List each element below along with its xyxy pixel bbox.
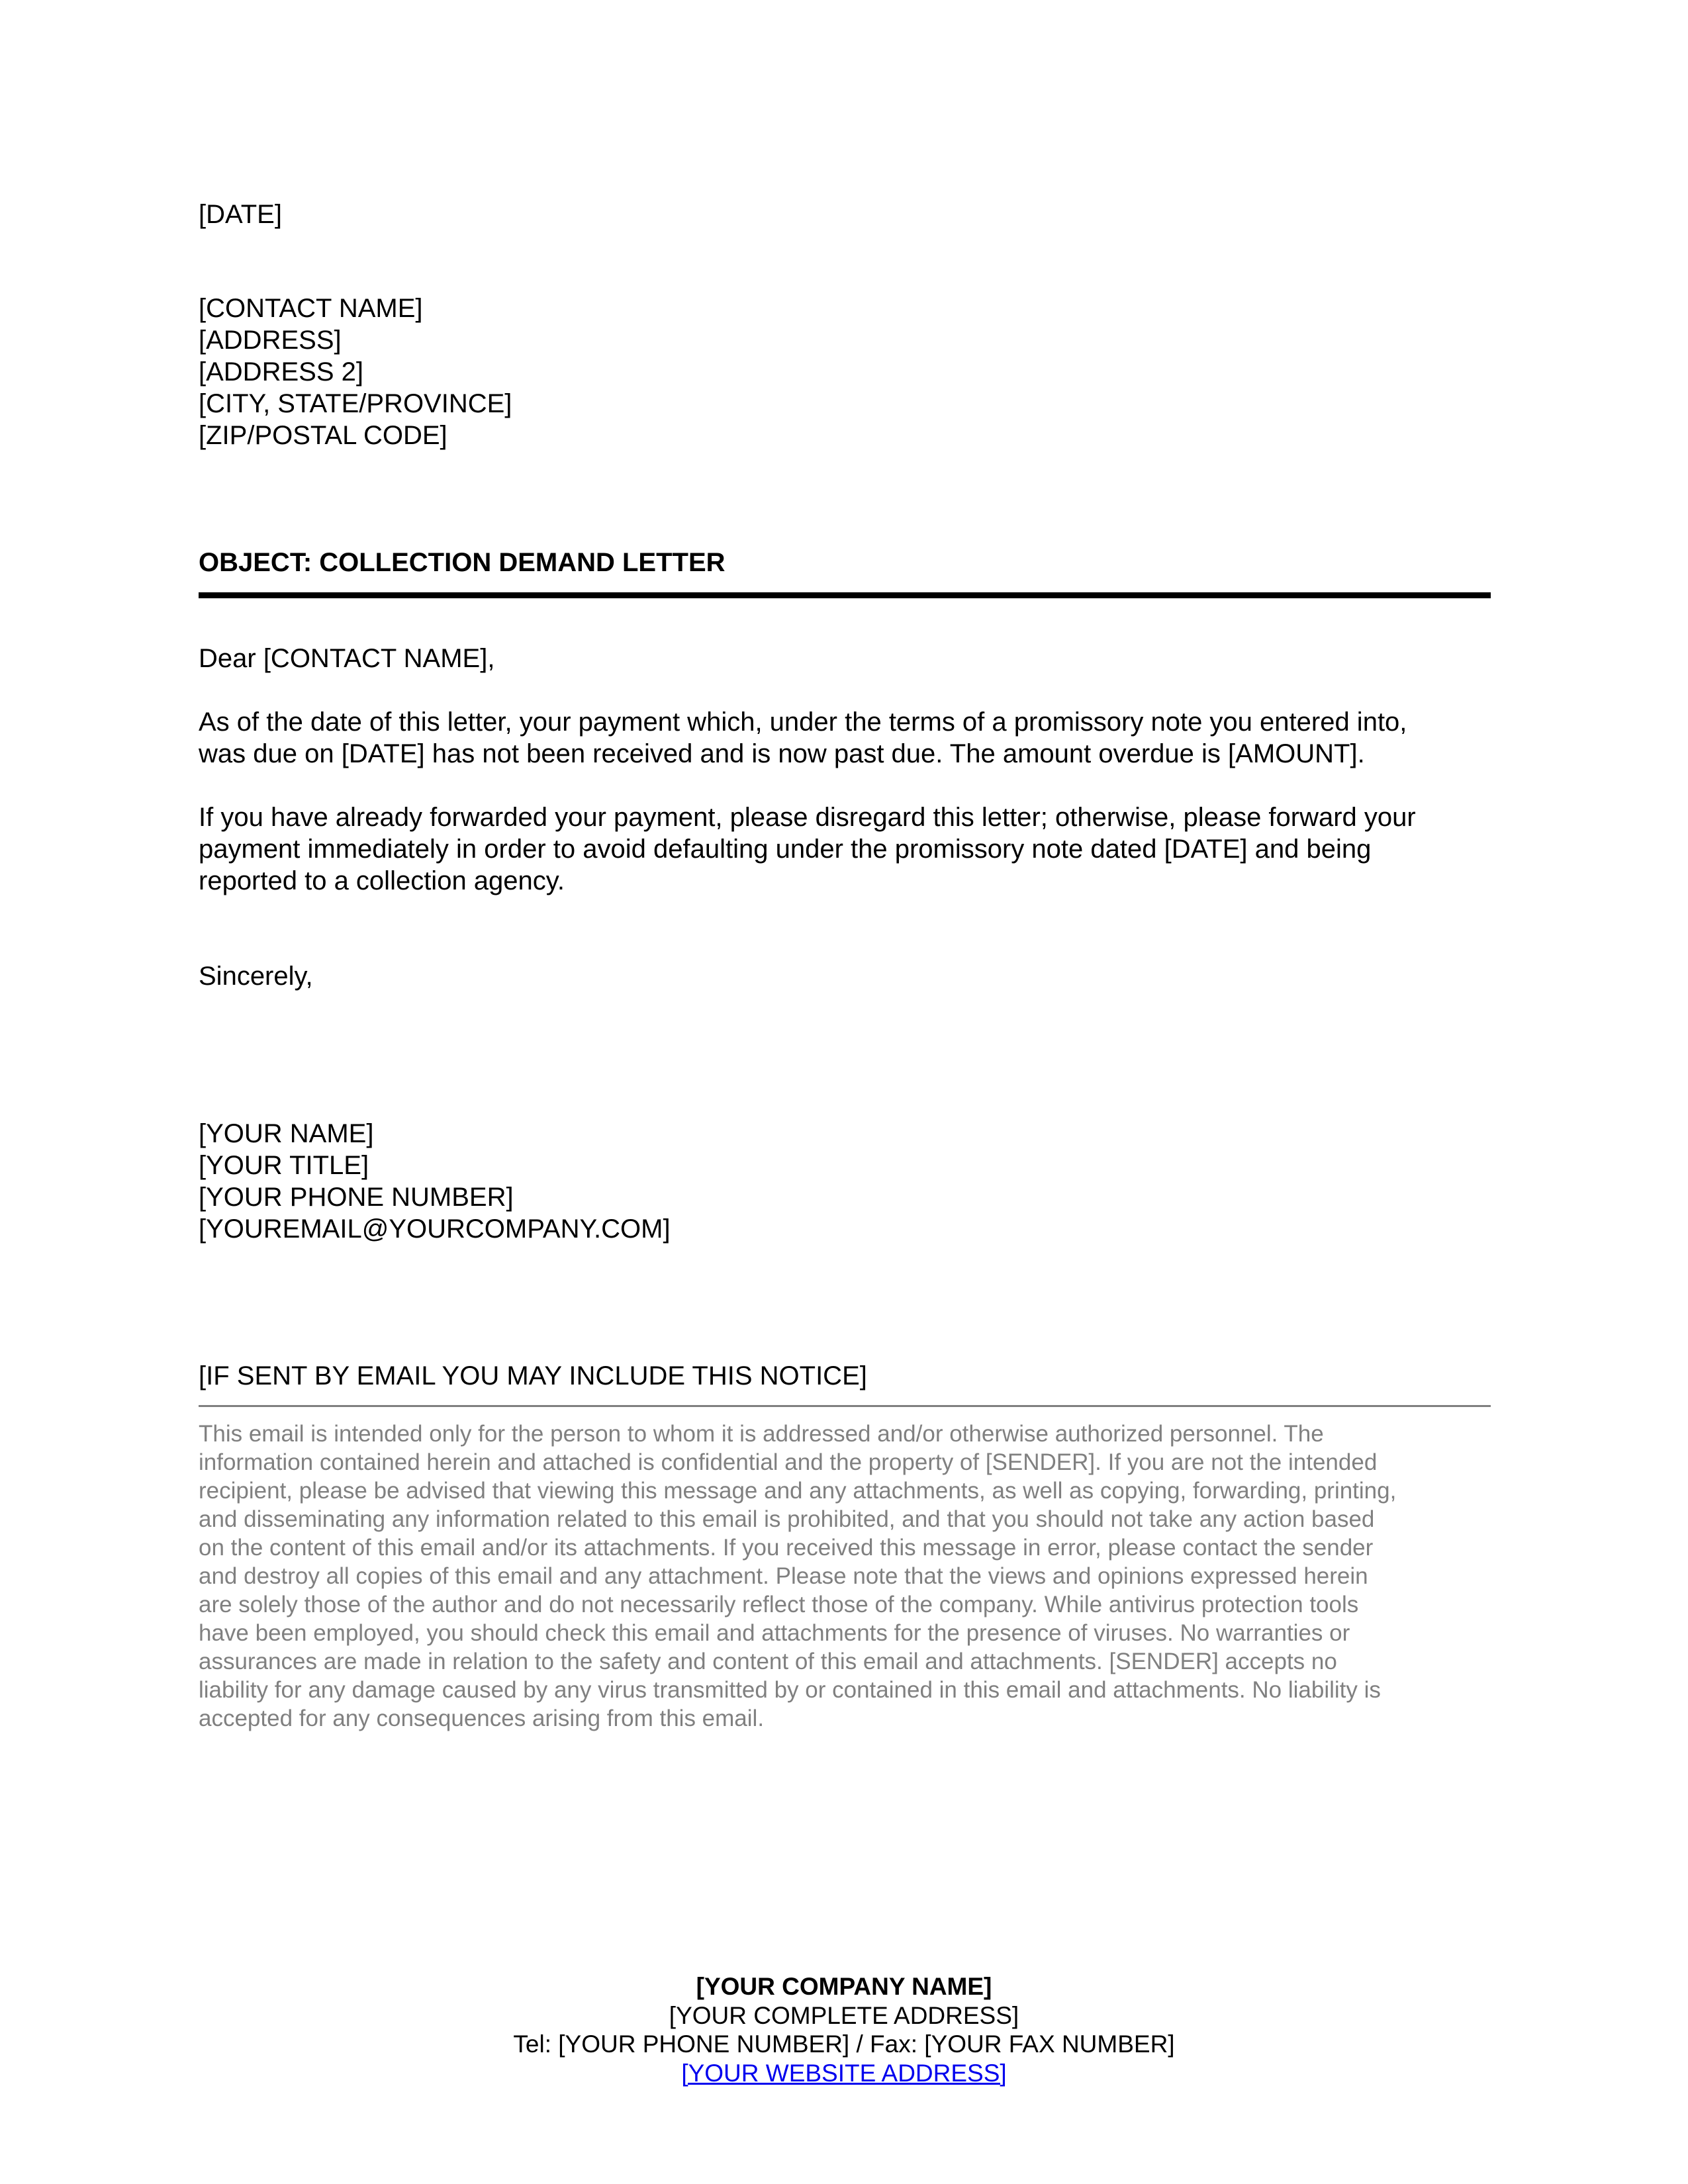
recipient-address-line-2: [ADDRESS 2]	[199, 357, 363, 387]
disclaimer-line: liability for any damage caused by any virus transmitted by or contained in this email and attachments. No liability is	[199, 1677, 1381, 1703]
disclaimer-line: and destroy all copies of this email and any attachment. Please note that the views and opinions expressed herein	[199, 1563, 1368, 1589]
signer-email: [YOUREMAIL@YOURCOMPANY.COM]	[199, 1214, 671, 1244]
disclaimer-line: on the content of this email and/or its attachments. If you received this message in error, please contact the sender	[199, 1535, 1374, 1561]
letter-subject: OBJECT: COLLECTION DEMAND LETTER	[199, 548, 726, 577]
paragraph-line: If you have already forwarded your payment, please disregard this letter; otherwise, please forward your	[199, 803, 1416, 832]
recipient-city-state: [CITY, STATE/PROVINCE]	[199, 389, 512, 418]
email-notice-heading: [IF SENT BY EMAIL YOU MAY INCLUDE THIS NOTICE]	[199, 1361, 867, 1390]
paragraph-line: reported to a collection agency.	[199, 866, 565, 895]
disclaimer-line: and disseminating any information related to this email is prohibited, and that you should not take any action based	[199, 1506, 1375, 1532]
disclaimer-line: have been employed, you should check this email and attachments for the presence of viruses. No warranties or	[199, 1620, 1350, 1646]
paragraph-line: was due on [DATE] has not been received and is now past due. The amount overdue is [AMOUNT].	[199, 739, 1365, 768]
disclaimer-line: information contained herein and attached is confidential and the property of [SENDER]. If you are not the intended	[199, 1449, 1378, 1475]
disclaimer-line: assurances are made in relation to the safety and content of this email and attachments. [SENDER] accepts no	[199, 1649, 1337, 1674]
notice-divider	[199, 1405, 1491, 1407]
signature-block	[199, 1118, 671, 1245]
disclaimer-line: are solely those of the author and do not necessarily reflect those of the company. While antivirus protection tools	[199, 1592, 1359, 1617]
closing: Sincerely,	[199, 962, 313, 991]
subject-divider	[199, 592, 1491, 598]
body-paragraph-2	[199, 801, 1416, 897]
disclaimer-line: This email is intended only for the person to whom it is addressed and/or otherwise authorized personnel. The	[199, 1421, 1324, 1447]
signer-title: [YOUR TITLE]	[199, 1151, 369, 1180]
footer-website-link[interactable]: [YOUR WEBSITE ADDRESS]	[681, 2059, 1007, 2087]
disclaimer-line: recipient, please be advised that viewing this message and any attachments, as well as copying, forwarding, printing,	[199, 1478, 1397, 1504]
signer-phone: [YOUR PHONE NUMBER]	[199, 1183, 514, 1212]
email-disclaimer	[199, 1420, 1496, 1733]
paragraph-line: As of the date of this letter, your payment which, under the terms of a promissory note you entered into,	[199, 707, 1407, 737]
signer-name: [YOUR NAME]	[199, 1119, 374, 1148]
recipient-zip: [ZIP/POSTAL CODE]	[199, 421, 447, 450]
footer-company-name: [YOUR COMPANY NAME]	[696, 1973, 992, 2000]
body-paragraph-1	[199, 706, 1407, 770]
paragraph-line: payment immediately in order to avoid defaulting under the promissory note dated [DATE] and being	[199, 835, 1372, 864]
footer-address: [YOUR COMPLETE ADDRESS]	[669, 2001, 1019, 2029]
recipient-address-block	[199, 293, 512, 451]
recipient-name: [CONTACT NAME]	[199, 294, 423, 323]
letter-date: [DATE]	[199, 200, 282, 229]
company-footer	[0, 1972, 1688, 2087]
footer-contact: Tel: [YOUR PHONE NUMBER] / Fax: [YOUR FAX NUMBER]	[513, 2030, 1175, 2058]
disclaimer-line: accepted for any consequences arising from this email.	[199, 1706, 765, 1731]
salutation: Dear [CONTACT NAME],	[199, 644, 495, 673]
recipient-address-line-1: [ADDRESS]	[199, 326, 342, 355]
